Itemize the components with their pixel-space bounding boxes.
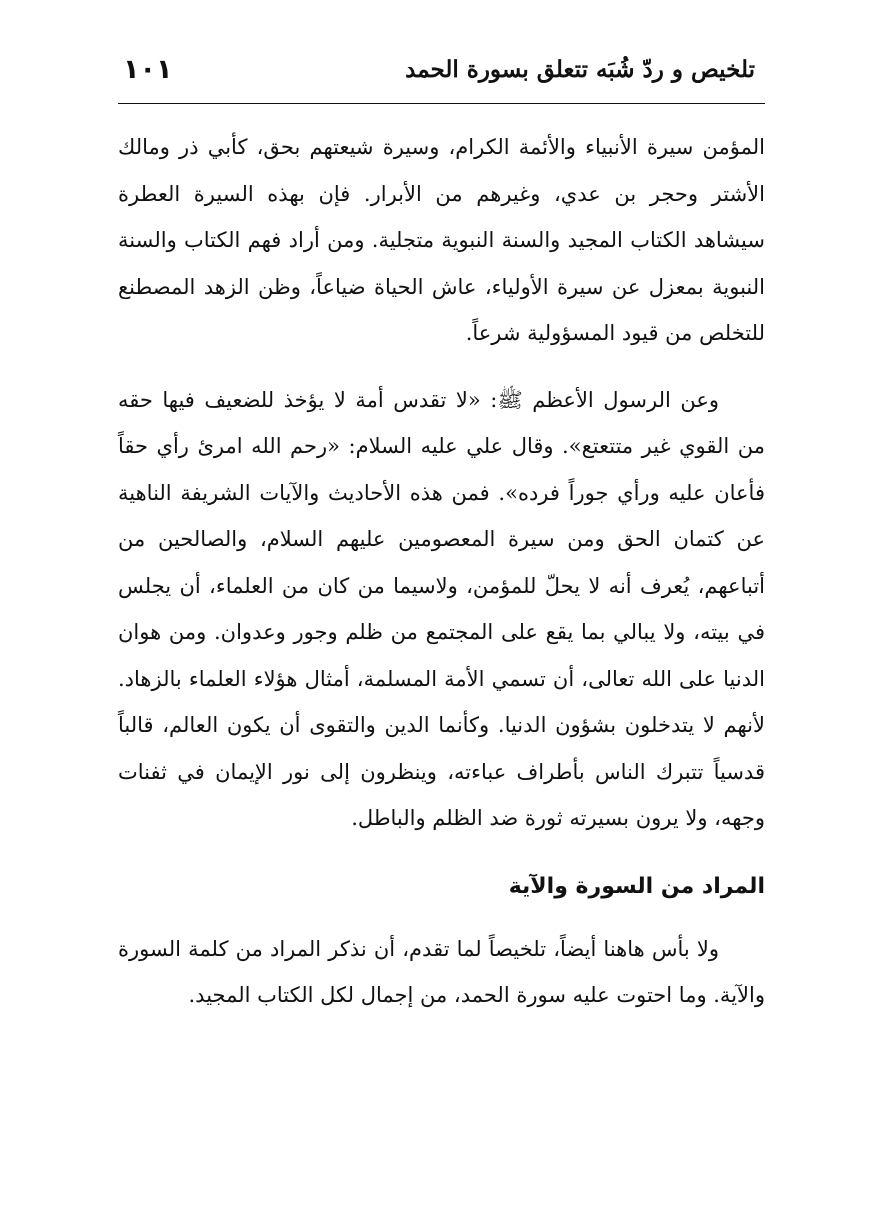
header-divider — [118, 103, 765, 104]
main-text — [118, 124, 765, 1019]
section-paragraph: ولا بأس هاهنا أيضاً، تلخيصاً لما تقدم، أن نذكر المراد من كلمة السورة والآية. وما احتوت عليه سورة الحمد، من إجمال لكل الكتاب المجيد. — [118, 936, 765, 1007]
page-number: ١٠١ — [123, 54, 173, 85]
paragraph-continued: المؤمن سيرة الأنبياء والأئمة الكرام، وسيرة شيعتهم بحق، كأبي ذر ومالك الأشتر وحجر بن عدي، وغيرهم من الأبرار. فإن بهذه السيرة العطرة سيشاهد الكتاب المجيد والسنة النبوية متجلية. ومن أراد فهم الكتاب والسنة النبوية بمعزل عن سيرة الأولياء، عاش الحياة ضياعاً، وظن الزهد المصطنع للتخلص من قيود المسؤولية شرعاً. — [118, 135, 765, 345]
paragraph-hadith: وعن الرسول الأعظم ﷺ: «لا تقدس أمة لا يؤخذ للضعيف فيها حقه من القوي غير متتعتع». وقال علي عليه السلام: «رحم الله امرئ رأي حقاً فأعان عليه ورأي جوراً فرده». فمن هذه الأحاديث والآيات الشريفة الناهية عن كتمان الحق ومن سيرة المعصومين عليهم السلام، والصالحين من أتباعهم، يُعرف أنه لا يحلّ للمؤمن، ولاسيما من كان من العلماء، أن يجلس في بيته، ولا يبالي بما يقع على المجتمع من ظلم وجور وعدوان. ومن هوان الدنيا على الله تعالى، أن تسمي الأمة المسلمة، أمثال هؤلاء العلماء بالزهاد. لأنهم لا يتدخلون بشؤون الدنيا. وكأنما الدين والتقوى أن يكون العالم، قالباً قدسياً تتبرك الناس بأطراف عباءته، وينظرون إلى نور الإيمان في ثفنات وجهه، ولا يرون بسيرته ثورة ضد الظلم والباطل. — [118, 387, 765, 830]
page-header — [118, 52, 765, 96]
section-heading: المراد من السورة والآية — [508, 873, 765, 899]
paragraph-spacer — [118, 357, 765, 377]
running-title: تلخيص و ردّ شُبَه تتعلق بسورة الحمد — [405, 56, 755, 83]
